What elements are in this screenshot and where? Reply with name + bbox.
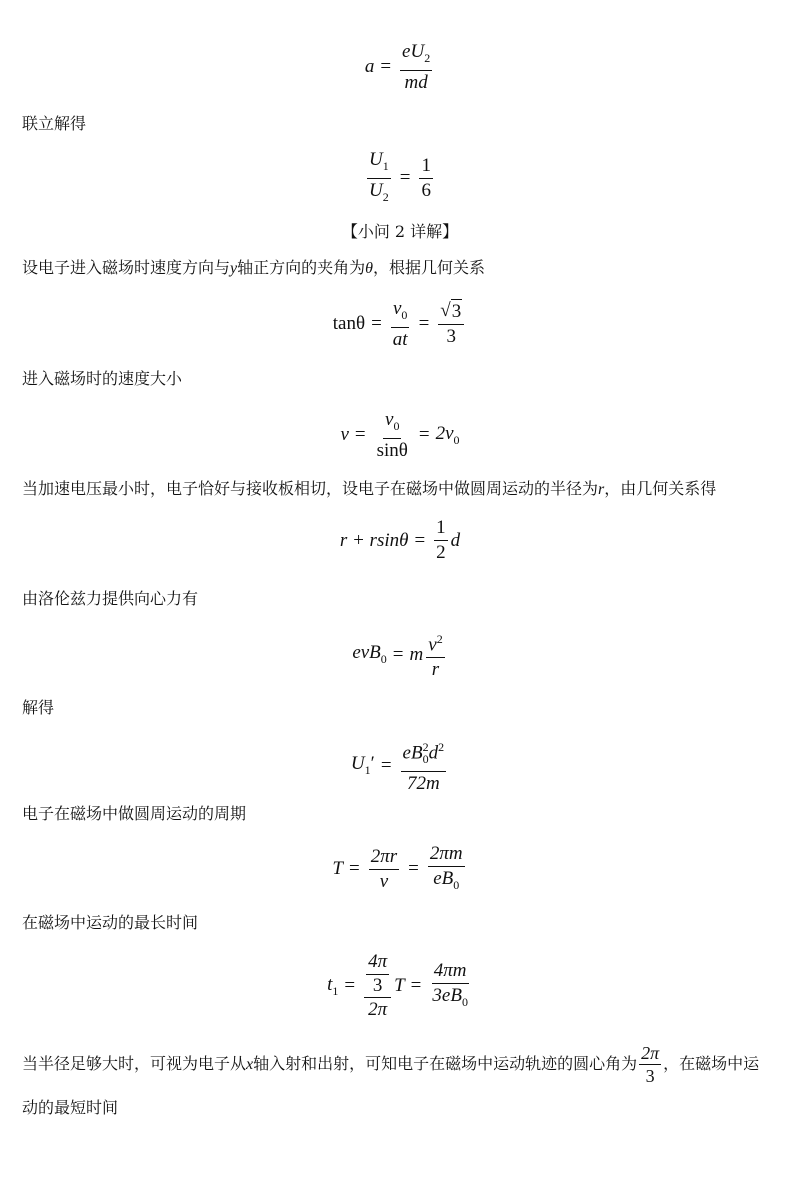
- fraction: $\frac{2\pi r}{v}$: [370, 845, 398, 892]
- fraction-inline: $\frac{2\pi}{3}$: [641, 1043, 660, 1086]
- fraction: $\frac{v_0}{at}$: [392, 298, 408, 350]
- paragraph-combine: 联立解得: [22, 114, 87, 133]
- paragraph-period: 电子在磁场中做圆周运动的周期: [22, 804, 247, 823]
- paragraph-longest-time: 在磁场中运动的最长时间: [22, 913, 199, 932]
- equation-geometry: r + rsinθ = $\frac{1}{2}$ d: [339, 517, 461, 563]
- equation-acceleration: a = $\frac{eU_2}{md}$: [364, 41, 431, 93]
- fraction: $\frac{4\pi m}{3eB_0}$: [432, 959, 468, 1009]
- equation-period: T = $\frac{2\pi r}{v}$ = $\frac{2\pi m}{eB_0}$: [0, 842, 800, 897]
- equation-voltage-ratio: $\frac{U_1}{U_2}$ = $\frac{1}{6}$: [0, 148, 800, 209]
- fraction: $\frac{2\pi m}{eB_0}$: [429, 843, 463, 892]
- fraction: $\frac{eB^2_0d^2}{72m}$: [401, 735, 447, 796]
- paragraph-solve: 解得: [22, 698, 55, 717]
- fraction: $\frac{U_1}{U_2}$: [369, 149, 389, 204]
- fraction: $\frac{\frac{4\pi}{3}}{2\pi}$: [364, 950, 391, 1022]
- equation-voltage-result: $U_1'$ = $\frac{eB^2_0d^2}{72m}$: [0, 735, 800, 796]
- fraction: $\frac{v_0}{\sin\theta}$: [376, 409, 408, 461]
- paragraph-angle: 设电子进入磁场时速度方向与y轴正方向的夹角为θ，根据几何关系: [22, 258, 486, 277]
- fraction: $\frac{1}{6}$: [421, 154, 431, 201]
- fraction: √ 3 3: [438, 299, 464, 349]
- equation-lorentz: evB$_0$ = m $\frac{v^2}{r}$: [0, 627, 800, 682]
- equation-velocity: v = $\frac{v_0}{\sin\theta}$ = $2v_0$: [340, 409, 460, 461]
- section-heading: 【小问 2 详解】: [341, 222, 459, 241]
- equation-longest-time: $t_1$ = $\frac{\frac{4\pi}{3}}{2\pi}$ T = $\frac{4\pi m}{3eB_0}$: [327, 951, 468, 1020]
- fraction: $\frac{v^2}{r}$: [426, 627, 444, 682]
- equation-tan-theta: tanθ = $\frac{v_0}{at}$ = √ 3 3: [0, 297, 800, 352]
- paragraph-large-radius: 当半径足够大时，可视为电子从x轴入射和出射，可知电子在磁场中运动轨迹的圆心角为 $\frac{2\pi}{3}$ ，在磁场中运: [22, 1043, 760, 1086]
- fraction: $\frac{1}{2}$: [436, 517, 446, 563]
- paragraph-min-voltage: 当加速电压最小时，电子恰好与接收板相切，设电子在磁场中做圆周运动的半径为r，由几何关系得: [22, 479, 717, 498]
- fraction: $\frac{eU_2}{md}$: [402, 41, 431, 93]
- paragraph-lorentz: 由洛伦兹力提供向心力有: [22, 589, 199, 608]
- paragraph-speed: 进入磁场时的速度大小: [22, 369, 183, 388]
- paragraph-shortest-time: 动的最短时间: [22, 1098, 119, 1117]
